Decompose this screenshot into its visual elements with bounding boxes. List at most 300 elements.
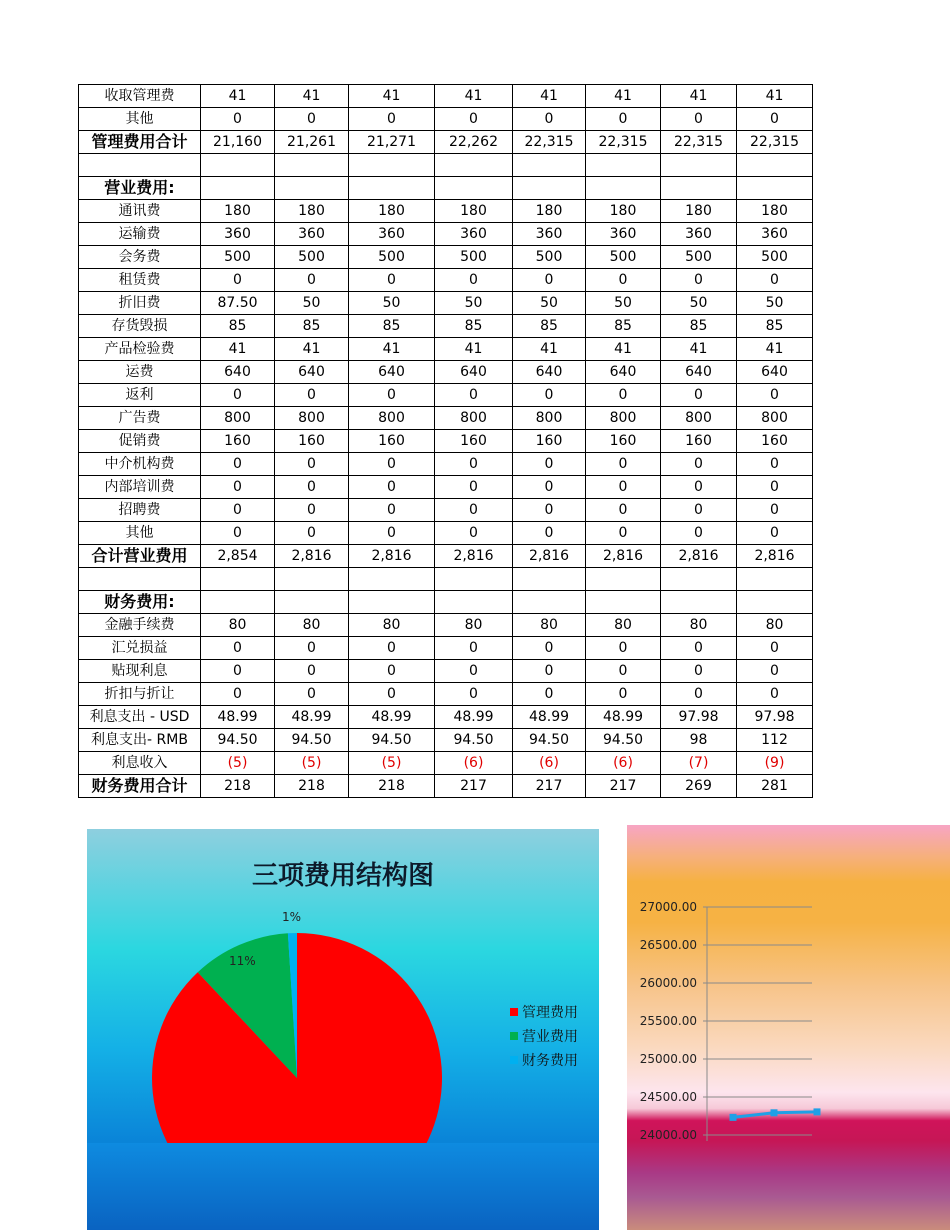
cell-value: 0 (586, 660, 661, 683)
cell-value: 160 (435, 430, 513, 453)
row-label: 财务费用: (79, 591, 201, 614)
cell-value: 50 (275, 292, 349, 315)
table-row (79, 315, 813, 338)
cell-value: 360 (435, 223, 513, 246)
cell-value: 500 (201, 246, 275, 269)
legend-label: 营业费用 (522, 1029, 578, 1045)
cell-value: 0 (275, 476, 349, 499)
cell-value: 41 (435, 85, 513, 108)
table-row (79, 177, 813, 200)
cell-value: 0 (737, 522, 813, 545)
cell-value: 85 (201, 315, 275, 338)
cell-value: 2,816 (737, 545, 813, 568)
cell-value: 0 (586, 637, 661, 660)
cell-value: 160 (513, 430, 586, 453)
cell-value (513, 154, 586, 177)
y-tick-label: 24000.00 (639, 1128, 697, 1142)
cell-value (513, 568, 586, 591)
cell-value: 0 (349, 108, 435, 131)
row-label (79, 568, 201, 591)
cell-value: 0 (737, 269, 813, 292)
cell-value: 85 (435, 315, 513, 338)
cell-value: (6) (435, 752, 513, 775)
row-label: 合计营业费用 (79, 545, 201, 568)
cell-value: 0 (586, 269, 661, 292)
cell-value: 640 (586, 361, 661, 384)
row-label (79, 154, 201, 177)
y-tick-label: 25000.00 (639, 1052, 697, 1066)
cell-value: 22,315 (586, 131, 661, 154)
y-tick-label: 27000.00 (639, 900, 697, 914)
cell-value: 180 (435, 200, 513, 223)
cell-value: 0 (201, 499, 275, 522)
cell-value: 160 (349, 430, 435, 453)
row-label: 折旧费 (79, 292, 201, 315)
y-tick-label: 26500.00 (639, 938, 697, 952)
pie-data-label-finance: 1% (282, 910, 302, 924)
cell-value: 94.50 (201, 729, 275, 752)
row-label: 其他 (79, 108, 201, 131)
table-row (79, 614, 813, 637)
cell-value: 0 (513, 269, 586, 292)
cell-value: 2,816 (586, 545, 661, 568)
cell-value: 80 (201, 614, 275, 637)
cell-value: 50 (661, 292, 737, 315)
cell-value (737, 177, 813, 200)
cell-value: 500 (275, 246, 349, 269)
cell-value: 50 (349, 292, 435, 315)
cell-value: 0 (513, 522, 586, 545)
cell-value: 80 (513, 614, 586, 637)
cell-value: 0 (349, 637, 435, 660)
cell-value: 360 (275, 223, 349, 246)
cell-value: 0 (513, 637, 586, 660)
cell-value: 80 (275, 614, 349, 637)
cell-value: 218 (349, 775, 435, 798)
cell-value: 80 (435, 614, 513, 637)
cell-value: 0 (435, 476, 513, 499)
cell-value: 97.98 (661, 706, 737, 729)
cell-value: 0 (435, 108, 513, 131)
cell-value (349, 591, 435, 614)
pie-chart-panel (87, 829, 599, 1230)
expense-table (78, 84, 813, 798)
cell-value: 85 (349, 315, 435, 338)
cell-value: 50 (513, 292, 586, 315)
row-label: 招聘费 (79, 499, 201, 522)
legend-item (510, 1050, 578, 1070)
row-label: 广告费 (79, 407, 201, 430)
cell-value: 48.99 (586, 706, 661, 729)
row-label: 产品检验费 (79, 338, 201, 361)
cell-value: 800 (349, 407, 435, 430)
cell-value: 41 (349, 85, 435, 108)
cell-value (275, 177, 349, 200)
cell-value: 500 (435, 246, 513, 269)
cell-value: 0 (513, 476, 586, 499)
cell-value (661, 177, 737, 200)
cell-value: 41 (275, 338, 349, 361)
cell-value: 640 (349, 361, 435, 384)
cell-value: 0 (435, 683, 513, 706)
cell-value: (7) (661, 752, 737, 775)
cell-value: 0 (586, 384, 661, 407)
cell-value: 218 (275, 775, 349, 798)
cell-value: 94.50 (275, 729, 349, 752)
table-row (79, 775, 813, 798)
row-label: 促销费 (79, 430, 201, 453)
row-label: 存货毁损 (79, 315, 201, 338)
cell-value (435, 154, 513, 177)
cell-value: 0 (201, 637, 275, 660)
cell-value: 22,315 (661, 131, 737, 154)
table-row (79, 407, 813, 430)
cell-value: 94.50 (586, 729, 661, 752)
cell-value: 94.50 (435, 729, 513, 752)
line-chart-panel (627, 825, 950, 1230)
cell-value: 98 (661, 729, 737, 752)
cell-value (435, 591, 513, 614)
row-label: 中介机构费 (79, 453, 201, 476)
cell-value: 0 (737, 660, 813, 683)
legend-swatch (510, 1056, 518, 1064)
cell-value: 0 (661, 476, 737, 499)
cell-value: 360 (586, 223, 661, 246)
cell-value: 0 (586, 683, 661, 706)
line-chart (627, 825, 950, 1230)
cell-value: 180 (513, 200, 586, 223)
cell-value: (5) (349, 752, 435, 775)
cell-value: 640 (435, 361, 513, 384)
cell-value: 0 (513, 499, 586, 522)
cell-value: 217 (435, 775, 513, 798)
cell-value: 160 (201, 430, 275, 453)
cell-value: 180 (349, 200, 435, 223)
cell-value: 41 (737, 85, 813, 108)
row-label: 其他 (79, 522, 201, 545)
cell-value: 41 (435, 338, 513, 361)
legend-item (510, 1026, 578, 1046)
cell-value (513, 177, 586, 200)
cell-value: 41 (586, 338, 661, 361)
cell-value (275, 154, 349, 177)
cell-value: 0 (661, 108, 737, 131)
cell-value (349, 154, 435, 177)
cell-value: 0 (513, 108, 586, 131)
row-label: 返利 (79, 384, 201, 407)
cell-value: 87.50 (201, 292, 275, 315)
cell-value: 0 (435, 384, 513, 407)
cell-value (586, 568, 661, 591)
cell-value: 0 (586, 108, 661, 131)
cell-value: 21,261 (275, 131, 349, 154)
cell-value: 0 (586, 476, 661, 499)
table-row (79, 338, 813, 361)
cell-value: 0 (201, 522, 275, 545)
cell-value (275, 591, 349, 614)
cell-value (737, 591, 813, 614)
cell-value: 0 (201, 660, 275, 683)
row-label: 营业费用: (79, 177, 201, 200)
table-row (79, 200, 813, 223)
cell-value: (5) (201, 752, 275, 775)
cell-value: 0 (661, 384, 737, 407)
row-label: 利息收入 (79, 752, 201, 775)
cell-value: 0 (661, 269, 737, 292)
line-point (771, 1109, 778, 1116)
cell-value: 85 (737, 315, 813, 338)
cell-value: 0 (275, 637, 349, 660)
cell-value: 360 (201, 223, 275, 246)
cell-value: 0 (275, 384, 349, 407)
legend-label: 管理费用 (522, 1005, 578, 1021)
cell-value: 85 (513, 315, 586, 338)
cell-value: 2,816 (435, 545, 513, 568)
cell-value: 80 (349, 614, 435, 637)
cell-value (661, 591, 737, 614)
cell-value: 800 (661, 407, 737, 430)
cell-value: 0 (275, 499, 349, 522)
cell-value: 800 (201, 407, 275, 430)
cell-value: 85 (661, 315, 737, 338)
cell-value (661, 154, 737, 177)
cell-value: 0 (737, 476, 813, 499)
cell-value: 0 (201, 384, 275, 407)
cell-value: 0 (513, 384, 586, 407)
cell-value: 500 (586, 246, 661, 269)
table-row (79, 499, 813, 522)
cell-value: 0 (661, 637, 737, 660)
cell-value: 0 (275, 522, 349, 545)
cell-value: 640 (275, 361, 349, 384)
cell-value: 22,315 (737, 131, 813, 154)
table-row (79, 637, 813, 660)
row-label: 运费 (79, 361, 201, 384)
table-row (79, 591, 813, 614)
table-row (79, 108, 813, 131)
cell-value: 0 (201, 683, 275, 706)
cell-value: 160 (737, 430, 813, 453)
cell-value: (5) (275, 752, 349, 775)
legend-swatch (510, 1032, 518, 1040)
table-row (79, 545, 813, 568)
cell-value: 0 (661, 499, 737, 522)
cell-value (435, 177, 513, 200)
cell-value (737, 568, 813, 591)
cell-value: 41 (201, 85, 275, 108)
cell-value: 0 (513, 660, 586, 683)
cell-value: 800 (435, 407, 513, 430)
cell-value: 360 (661, 223, 737, 246)
cell-value: 21,271 (349, 131, 435, 154)
cell-value: 0 (275, 108, 349, 131)
cell-value: 41 (513, 85, 586, 108)
table-row (79, 361, 813, 384)
row-label: 折扣与折让 (79, 683, 201, 706)
cell-value: 0 (661, 683, 737, 706)
cell-value: 0 (275, 453, 349, 476)
row-label: 通讯费 (79, 200, 201, 223)
cell-value: 180 (661, 200, 737, 223)
cell-value: 0 (737, 453, 813, 476)
cell-value (737, 154, 813, 177)
table-row (79, 246, 813, 269)
cell-value: 0 (435, 660, 513, 683)
cell-value: 85 (275, 315, 349, 338)
pie-data-label-sales: 11% (229, 954, 256, 968)
cell-value: 800 (513, 407, 586, 430)
row-label: 利息支出 - USD (79, 706, 201, 729)
legend-item (510, 1002, 578, 1022)
table-row (79, 269, 813, 292)
cell-value: (6) (586, 752, 661, 775)
cell-value: 112 (737, 729, 813, 752)
cell-value: 0 (435, 522, 513, 545)
cell-value: 180 (586, 200, 661, 223)
cell-value: 2,816 (275, 545, 349, 568)
cell-value (661, 568, 737, 591)
cell-value: 360 (349, 223, 435, 246)
cell-value: 0 (201, 269, 275, 292)
table-row (79, 384, 813, 407)
cell-value: 217 (513, 775, 586, 798)
cell-value: 0 (201, 476, 275, 499)
table-row (79, 752, 813, 775)
cell-value: 0 (201, 453, 275, 476)
cell-value: 0 (275, 269, 349, 292)
cell-value: 21,160 (201, 131, 275, 154)
cell-value: 500 (349, 246, 435, 269)
cell-value: 48.99 (513, 706, 586, 729)
cell-value: 0 (586, 522, 661, 545)
cell-value: 0 (586, 453, 661, 476)
table-row (79, 568, 813, 591)
row-label: 收取管理费 (79, 85, 201, 108)
cell-value: 640 (737, 361, 813, 384)
cell-value: 0 (737, 384, 813, 407)
cell-value: 640 (201, 361, 275, 384)
row-label: 租赁费 (79, 269, 201, 292)
cell-value: 0 (349, 384, 435, 407)
cell-value: 80 (586, 614, 661, 637)
cell-value: 94.50 (513, 729, 586, 752)
line-point (730, 1114, 737, 1121)
row-label: 会务费 (79, 246, 201, 269)
cell-value: 0 (349, 683, 435, 706)
cell-value (513, 591, 586, 614)
cell-value: 0 (513, 453, 586, 476)
table-row (79, 522, 813, 545)
cell-value: 0 (435, 453, 513, 476)
cell-value: 800 (275, 407, 349, 430)
cell-value (349, 568, 435, 591)
cell-value: 0 (737, 683, 813, 706)
cell-value: 360 (737, 223, 813, 246)
cell-value: 41 (586, 85, 661, 108)
cell-value: (9) (737, 752, 813, 775)
row-label: 金融手续费 (79, 614, 201, 637)
cell-value: 0 (349, 499, 435, 522)
cell-value: 22,315 (513, 131, 586, 154)
cell-value: 0 (513, 683, 586, 706)
table-row (79, 223, 813, 246)
cell-value: 218 (201, 775, 275, 798)
cell-value: 0 (661, 453, 737, 476)
cell-value (275, 568, 349, 591)
cell-value: 800 (586, 407, 661, 430)
cell-value: 0 (349, 453, 435, 476)
y-tick-label: 24500.00 (639, 1090, 697, 1104)
row-label: 贴现利息 (79, 660, 201, 683)
cell-value: 160 (661, 430, 737, 453)
cell-value: 0 (661, 522, 737, 545)
cell-value: 160 (275, 430, 349, 453)
cell-value: 160 (586, 430, 661, 453)
y-tick-label: 25500.00 (639, 1014, 697, 1028)
cell-value: 0 (275, 660, 349, 683)
table-row (79, 85, 813, 108)
cell-value: 41 (737, 338, 813, 361)
table-row (79, 683, 813, 706)
row-label: 管理费用合计 (79, 131, 201, 154)
cell-value: 0 (275, 683, 349, 706)
cell-value (201, 591, 275, 614)
cell-value: 217 (586, 775, 661, 798)
cell-value: 0 (349, 476, 435, 499)
cell-value (435, 568, 513, 591)
cell-value: 48.99 (435, 706, 513, 729)
table-row (79, 476, 813, 499)
cell-value: 800 (737, 407, 813, 430)
cell-value: 2,854 (201, 545, 275, 568)
cell-value: 80 (661, 614, 737, 637)
line-point (814, 1108, 821, 1115)
cell-value: 48.99 (275, 706, 349, 729)
cell-value: 640 (513, 361, 586, 384)
cell-value: 94.50 (349, 729, 435, 752)
table-row (79, 706, 813, 729)
cell-value: 500 (661, 246, 737, 269)
cell-value: 2,816 (661, 545, 737, 568)
pie-chart-title: 三项费用结构图 (251, 861, 434, 891)
chart-bottom-band (87, 1143, 599, 1230)
table-row (79, 430, 813, 453)
legend-label: 财务费用 (522, 1053, 578, 1069)
y-tick-label: 26000.00 (639, 976, 697, 990)
row-label: 内部培训费 (79, 476, 201, 499)
cell-value: 41 (513, 338, 586, 361)
cell-value (586, 591, 661, 614)
cell-value: 48.99 (201, 706, 275, 729)
legend-swatch (510, 1008, 518, 1016)
cell-value: 85 (586, 315, 661, 338)
cell-value (586, 154, 661, 177)
cell-value: 500 (513, 246, 586, 269)
cell-value: 80 (737, 614, 813, 637)
cell-value: 500 (737, 246, 813, 269)
cell-value: 0 (201, 108, 275, 131)
cell-value: 41 (201, 338, 275, 361)
cell-value: 50 (737, 292, 813, 315)
cell-value: 97.98 (737, 706, 813, 729)
cell-value: (6) (513, 752, 586, 775)
cell-value: 0 (661, 660, 737, 683)
cell-value: 41 (275, 85, 349, 108)
table-row (79, 292, 813, 315)
cell-value (349, 177, 435, 200)
cell-value: 0 (435, 499, 513, 522)
table-row (79, 729, 813, 752)
